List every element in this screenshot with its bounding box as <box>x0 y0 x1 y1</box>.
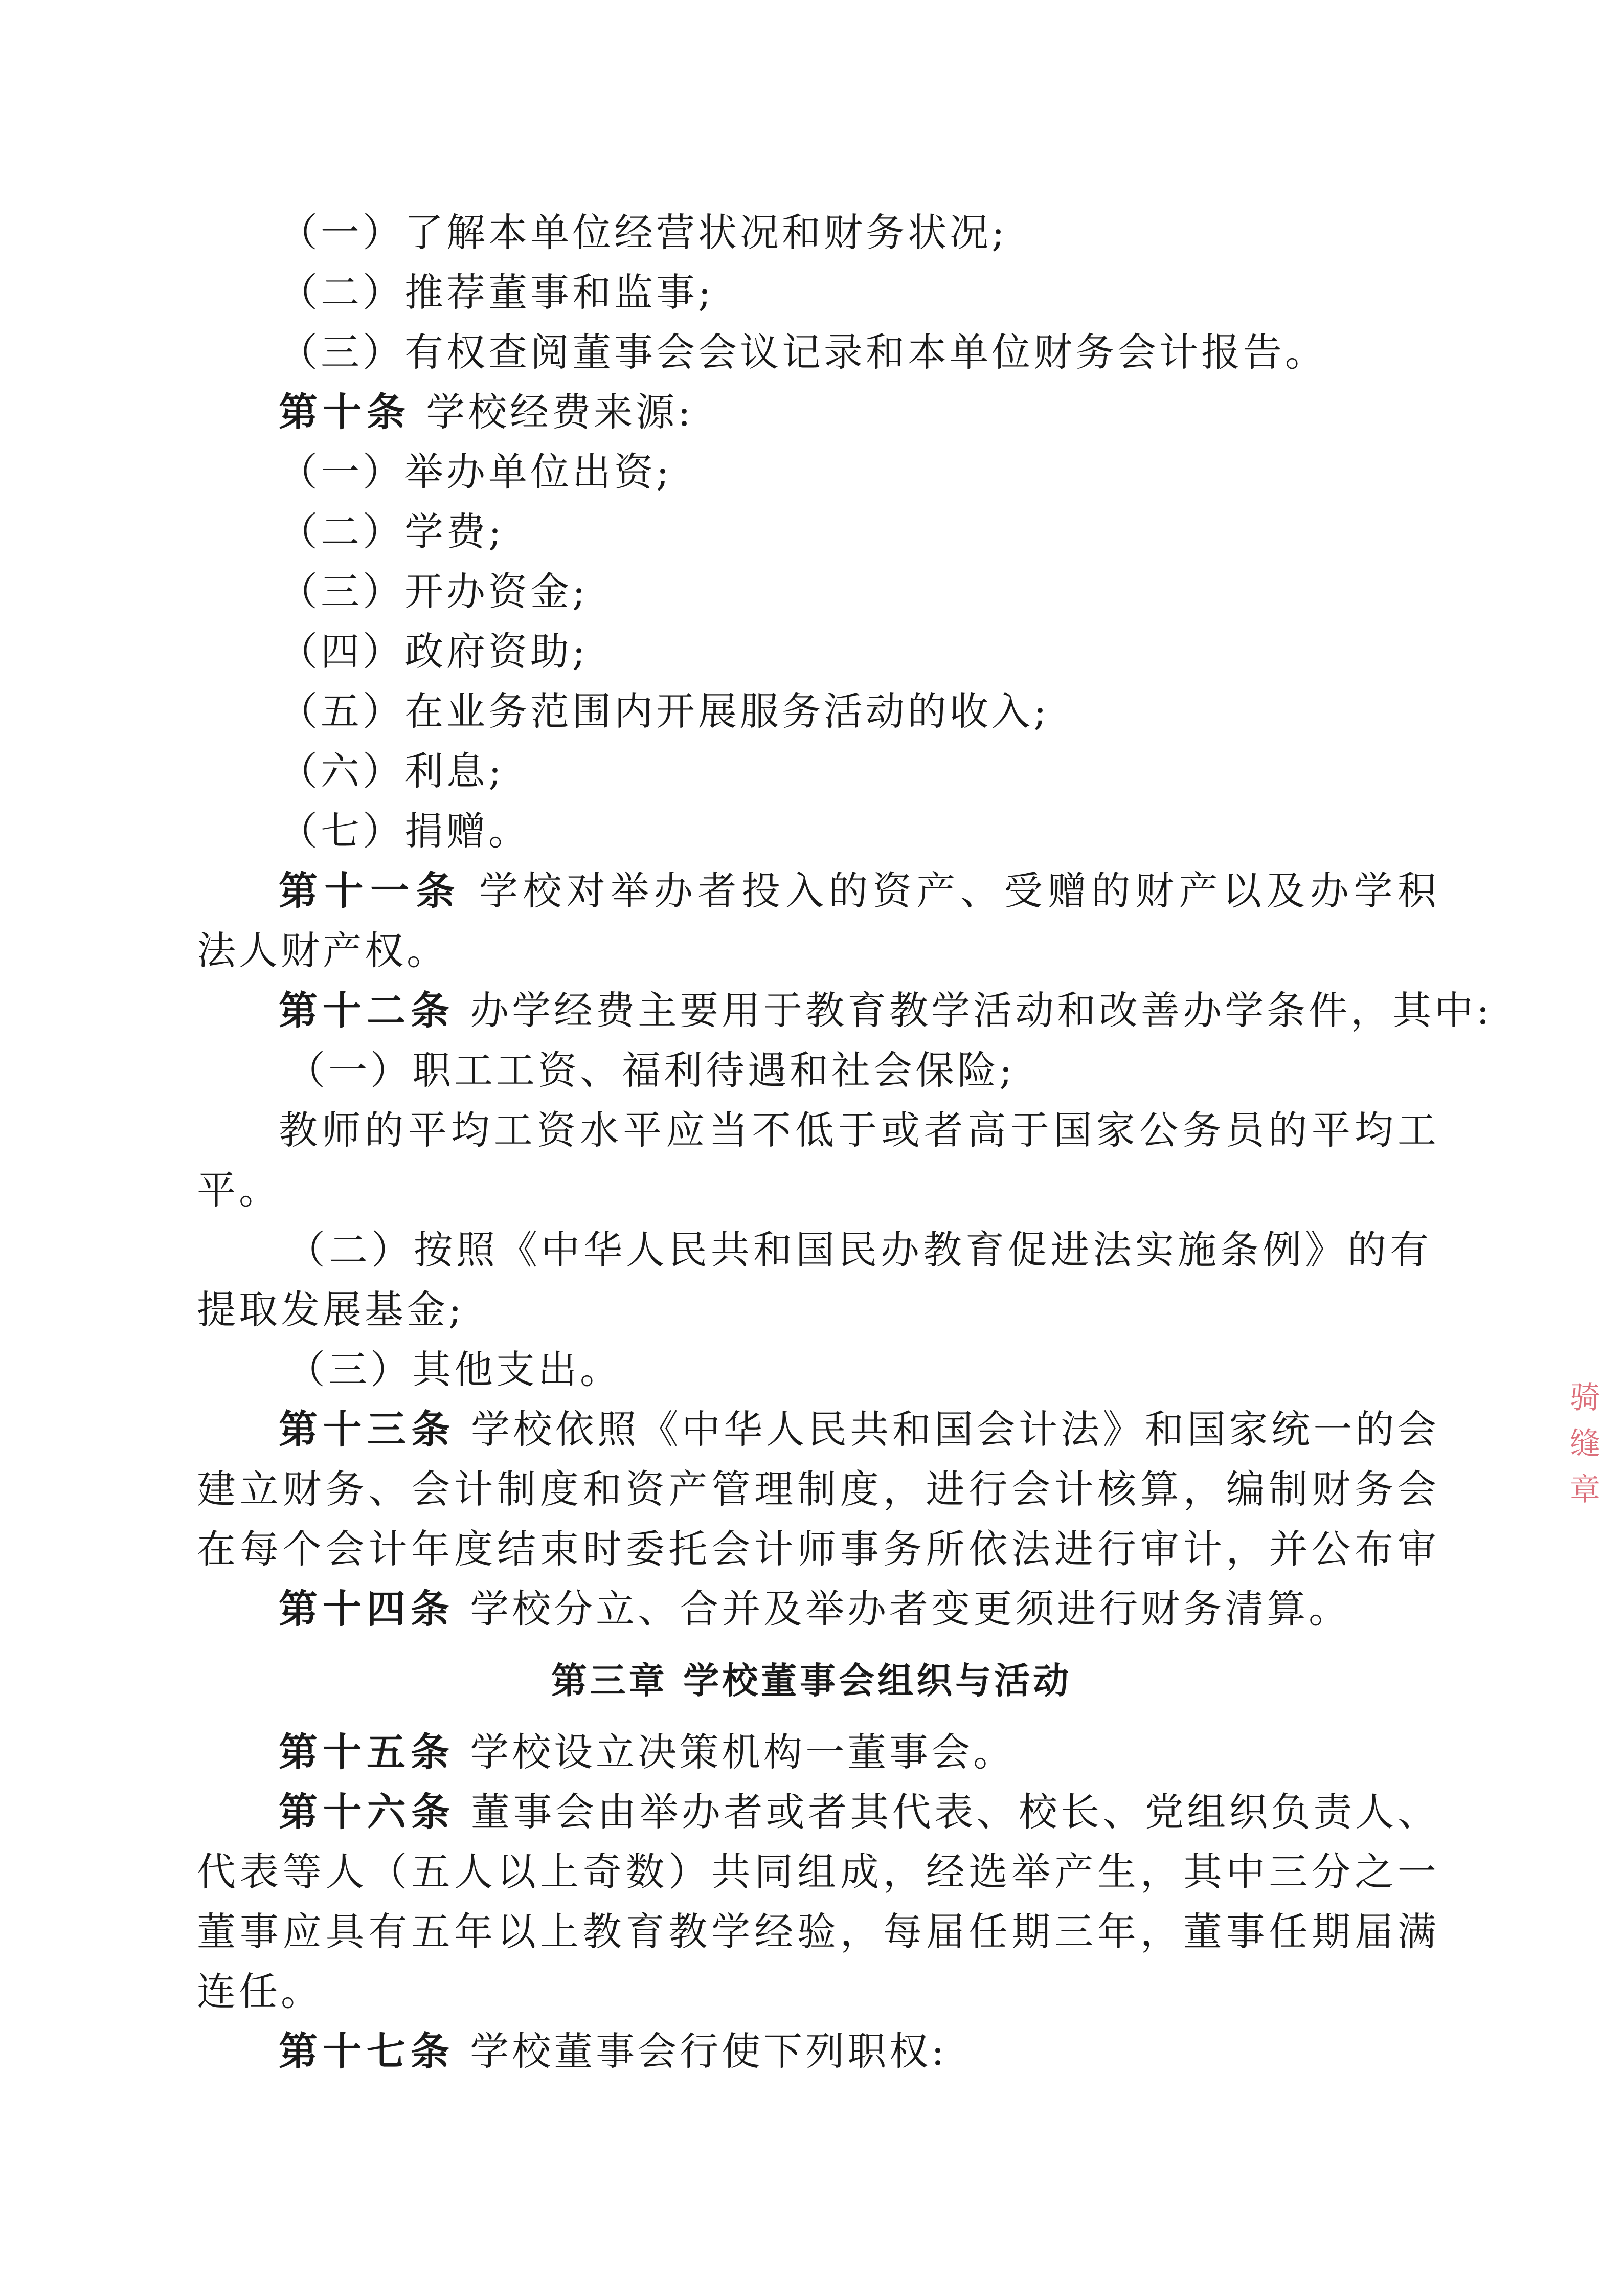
article-label: 第十六条 <box>279 1789 456 1835</box>
clause-line: （五）在业务范围内开展服务活动的收入; <box>279 688 1050 734</box>
article-15: 第十五条 学校设立决策机构一董事会。 <box>279 1729 1016 1775</box>
article-label: 第十三条 <box>279 1407 456 1452</box>
paragraph-line: 提取发展基金; <box>197 1287 465 1332</box>
clause-line: （四）政府资助; <box>279 629 589 674</box>
article-13: 第十三条 学校依照《中华人民共和国会计法》和国家统一的会 <box>279 1407 1439 1452</box>
paragraph-line: 教师的平均工资水平应当不低于或者高于国家公务员的平均工 <box>279 1107 1439 1153</box>
clause-line: （一）了解本单位经营状况和财务状况; <box>279 210 1008 255</box>
paragraph-line: 在每个会计年度结束时委托会计师事务所依法进行审计，并公布审 <box>197 1526 1439 1572</box>
article-label: 第十条 <box>279 389 411 435</box>
clause-line: （二）按照《中华人民共和国民办教育促进法实施条例》的有 <box>286 1227 1432 1273</box>
article-label: 第十二条 <box>279 988 455 1033</box>
article-label: 第十一条 <box>279 868 462 913</box>
paragraph-line: 董事应具有五年以上教育教学经验，每届任期三年，董事任期届满 <box>197 1909 1439 1954</box>
article-label: 第十五条 <box>279 1729 455 1775</box>
paragraph-line: 代表等人（五人以上奇数）共同组成，经选举产生，其中三分之一 <box>197 1849 1439 1894</box>
article-12: 第十二条 办学经费主要用于教育教学活动和改善办学条件，其中: <box>279 988 1493 1033</box>
clause-line: （二）学费; <box>279 509 505 554</box>
clause-line: （一）职工工资、福利待遇和社会保险; <box>286 1047 1016 1093</box>
article-14: 第十四条 学校分立、合并及举办者变更须进行财务清算。 <box>279 1586 1351 1632</box>
seam-stamp: 骑缝章 <box>1565 1381 1601 1519</box>
article-label: 第十四条 <box>279 1586 455 1632</box>
article-17: 第十七条 学校董事会行使下列职权: <box>279 2028 948 2074</box>
article-label: 第十七条 <box>279 2028 455 2074</box>
clause-line: （三）其他支出。 <box>286 1347 622 1392</box>
paragraph-line: 平。 <box>197 1167 281 1213</box>
article-10: 第十条 学校经费来源: <box>279 389 694 435</box>
clause-line: （二）推荐董事和监事; <box>279 270 714 315</box>
clause-line: （三）开办资金; <box>279 569 589 614</box>
paragraph-line: 法人财产权。 <box>197 928 448 973</box>
chapter-title: 第三章 学校董事会组织与活动 <box>551 1660 1072 1702</box>
paragraph-line: 建立财务、会计制度和资产管理制度，进行会计核算，编制财务会 <box>197 1466 1439 1512</box>
clause-line: （七）捐赠。 <box>279 808 530 854</box>
article-16: 第十六条 董事会由举办者或者其代表、校长、党组织负责人、 <box>279 1789 1439 1835</box>
clause-line: （三）有权查阅董事会会议记录和本单位财务会计报告。 <box>279 329 1327 375</box>
paragraph-line: 连任。 <box>197 1969 323 2014</box>
article-11: 第十一条 学校对举办者投入的资产、受赠的财产以及办学积 <box>279 868 1439 913</box>
clause-line: （一）举办单位出资; <box>279 449 672 495</box>
clause-line: （六）利息; <box>279 748 505 794</box>
